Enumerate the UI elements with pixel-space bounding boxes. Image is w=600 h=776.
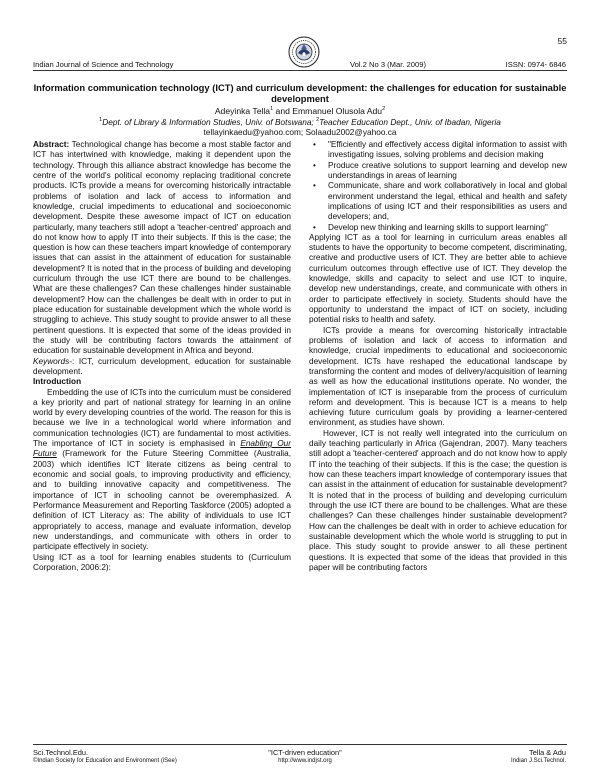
abstract-text: Technological change has become a most stable factor and ICT has intertwined with knowledge, making it dependent upon the technology. Through this alliance abstract knowledge has become the centre of the world's political economy replacing traditional concrete products. ICTs provide a means for overcoming historically intractable problems of isolation and lack of access to information and knowledge, crucial impediments to educational and socioeconomic development. Despite these awesome impact of ICT on education particularly, many teachers still adopt a 'teacher-centred' approach and do not know how to apply IT into their subjects. If this is the case; the question is how can these teachers impart knowledge of contemporary issues that can assist in the attainment of education for sustainable development? It is noted that in the process of building and developing curriculum through the use ICT there are bound to be challenges. What are these challenges? Can these challenges hinder sustainable development? How can the challenges be dealt with in order to put in place education for sustainable development which the whole world is struggling to achieve. This study sought to provide answer to all these pertinent questions. It is expected that some of the ideas provided in the study will be contributing factors towards the attainment of education for sustainable development in Africa and beyond. [33, 140, 291, 356]
keywords-text: : ICT, curriculum development, education for sustainable development. [33, 356, 291, 376]
affiliation-2-mark: 2 [316, 117, 320, 123]
abstract [33, 140, 291, 357]
author-1-mark: 1 [270, 106, 274, 112]
journal-issn: ISSN: 0974- 6846 [505, 60, 566, 69]
keywords [33, 357, 291, 378]
author-1: Adeyinka Tella [214, 105, 271, 116]
bullet-icon: • [313, 140, 316, 149]
list-item-text: "Efficiently and effectively access digital information to assist with investigating issues, solving problems and decision making [328, 140, 567, 160]
footer-journal-short: Indian J.Sci.Technol. [510, 758, 566, 764]
author-2: Emmanuel Olusola Adu [292, 105, 383, 116]
list-item [309, 161, 567, 182]
footer-authors: Tella & Adu [529, 748, 566, 757]
affiliation-1-mark: 1 [99, 117, 103, 123]
list-item [309, 140, 567, 161]
affiliation-line [33, 115, 567, 127]
footer-copyright: ©Indian Society for Education and Environment (iSee) [33, 758, 177, 764]
list-item [309, 223, 567, 233]
introduction-heading: Introduction [33, 377, 82, 387]
intro-p1-text-a: Embedding the use of ICTs into the curriculum must be considered a key priority and part of national strategy for learning in an online world by every developing countries of the world. The reason for this is because we live in a technological world where information and communication technologies (ICT) are fundamental to most activities. The importance of ICT in society is emphasised in [33, 387, 291, 449]
page-number: 55 [557, 36, 567, 46]
keywords-label: Keywords- [33, 356, 72, 366]
intro-p1-text-b: (Framework for the Future Steering Committee (Australia, 2003) which identifies ICT literate citizens as being central to economic and social goals, to improving productivity and efficiency, and to building innovative capacity and competitiveness. The importance of ICT in schooling cannot be overemphasized. A Performance Measurement and Reporting Taskforce (2005) adopted a definition of ICT Literacy as: The ability of individuals to use ICT appropriately to access, manage and evaluate information, develop new understandings, and communicate with others in order to participate effectively in society. [33, 449, 291, 552]
society-seal-logo [288, 36, 320, 68]
paper-title: Information communication technology (ICT) and curriculum development: the challenges for education for sustainable development [33, 82, 567, 104]
left-column [33, 140, 291, 573]
list-item-text: Develop new thinking and learning skills to support learning" [328, 222, 548, 232]
affiliation-1: Dept. of Library & Information Studies, Univ. of Botswana; [102, 116, 314, 127]
list-item-text: Communicate, share and work collaboratively in local and global environment understand the legal, ethical and health and safety implications of using ICT and their responsibilities as users and developers; and, [328, 181, 567, 222]
intro-paragraph-2: Using ICT as a tool for learning enables students to (Curriculum Corporation, 2006:2): [33, 552, 291, 572]
author-separator: and [273, 105, 293, 116]
affiliation-2: Teacher Education Dept., Univ. of Ibadan, Nigeria [319, 116, 501, 127]
list-item-text: Produce creative solutions to support learning and develop new understandings in areas of learning [328, 160, 567, 180]
right-column [309, 140, 567, 573]
enabling-our-future-title: Enabling Our Future [33, 439, 292, 459]
footer-journal-abbrev: Sci.Technol.Edu. [33, 748, 89, 757]
list-item [309, 181, 567, 222]
body-paragraph: ICTs provide a means for overcoming historically intractable problems of isolation and lack of access to information and knowledge, crucial impediments to educational and socioeconomic development. ICTs have reshaped the educational landscape by transforming the content and modes of delivery/acquisition of learning as well as how the educational institutions operate. No wonder, the implementation of ICT is inseparable from the process of curriculum reform and development. This is because ICT is a means to help achieving future curriculum goals by providing a learner-centered environment, as studies have shown. [309, 325, 567, 428]
body-paragraph: Applying ICT as a tool for learning in curriculum areas enables all students to have the opportunity to become competent, discriminating, creative and productive users of ICT. They are better able to achieve curriculum outcomes through effective use of ICT. They develop the knowledge, skills and capacity to select and use ICT to inquire, develop new understandings, create, and communicate with others in order to participate effectively in society. Students should have the opportunity to understand the impact of ICT on society, including potential risks to health and safety. [309, 232, 567, 325]
abstract-label: Abstract: [33, 140, 70, 149]
footer-rule [33, 744, 567, 745]
bullet-icon: • [313, 222, 316, 232]
bullet-icon: • [313, 160, 316, 170]
author-emails: tellayinkaedu@yahoo.com; Solaadu2002@yahoo.ca [203, 127, 397, 137]
body-paragraph: However, ICT is not really well integrated into the curriculum on daily teaching particularly in Africa (Gajendran, 2007). Many teachers still adopt a 'teacher-centered' approach and do not know how to apply IT into the teaching of their subjects. If this is the case; the question is how can these teachers impart knowledge of contemporary issues that can assist in the attainment of education for sustainable development? It is noted that in the process of building and developing curriculum through the use ICT there are bound to be challenges. What are these challenges? Can these challenges hinder sustainable development? How can the challenges be dealt with in order to achieve education for sustainable development which the whole world is struggling to put in place. This study sought to provide answer to all these pertinent questions. It is expected that some of the ideas that provided in this paper will be contributing factors [309, 428, 567, 572]
footer-running-title: "ICT-driven education" [268, 748, 342, 757]
header-rule [33, 70, 567, 71]
footer-url[interactable]: http://www.indjst.org [278, 758, 332, 764]
journal-name: Indian Journal of Science and Technology [33, 60, 174, 69]
intro-paragraph-1 [33, 388, 291, 553]
author-2-mark: 2 [382, 106, 386, 112]
ict-outcomes-list [309, 140, 567, 233]
journal-volume: Vol.2 No 3 (Mar. 2009) [350, 60, 426, 69]
bullet-icon: • [313, 181, 316, 191]
